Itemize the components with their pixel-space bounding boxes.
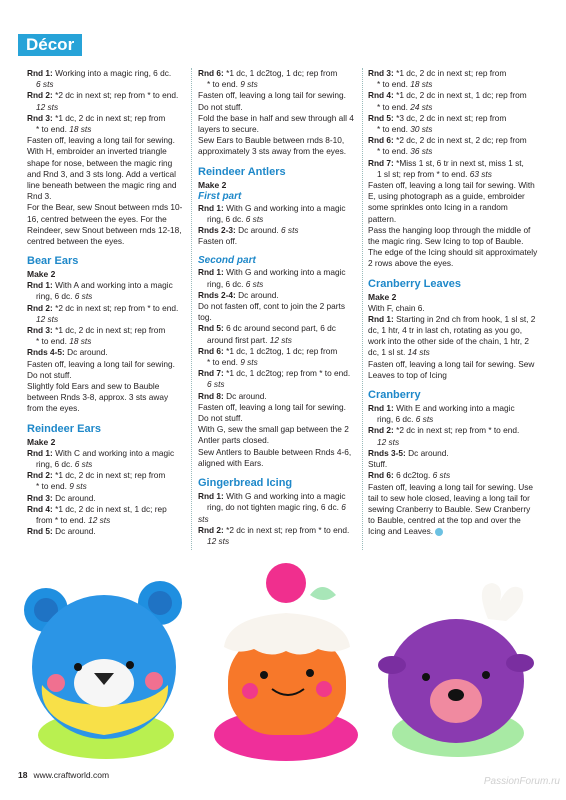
page-number: 18: [18, 770, 28, 780]
reindeer-ears-heading: Reindeer Ears: [27, 422, 101, 435]
round-line: Rnd 2: *2 dc in next st; rep from * to end. 12 sts: [27, 90, 179, 112]
site-link[interactable]: www.craftworld.com: [33, 770, 110, 780]
round-line: Rnd 3: *1 dc, 2 dc in next st; rep from * to end. 18 sts: [27, 325, 166, 347]
column-3: [368, 68, 538, 538]
page-footer: [18, 770, 109, 780]
round-line: Rnd 7: *Miss 1 st, 6 tr in next st, miss 1 st, 1 sl st; rep from * to end. 63 sts: [368, 157, 524, 179]
second-part-heading: Second part: [198, 255, 256, 267]
round-line: Rnd 5: 6 dc around second part, 6 dc around first part. 12 sts: [198, 323, 336, 345]
reindeer-bauble: [378, 583, 534, 757]
instruction-text: Stuff.: [368, 459, 388, 470]
section-tag: Décor: [18, 34, 82, 56]
instruction-text: Sew Ears to Bauble between rnds 8-10, approximately 3 sts away from the eyes.: [198, 135, 347, 157]
round-line: Rnd 4: *1 dc, 2 dc in next st, 1 dc; rep from * to end. 12 sts: [27, 503, 167, 525]
round-line: Rnd 3: *1 dc, 2 dc in next st; rep from * to end. 18 sts: [368, 68, 507, 90]
first-part-heading: First part: [198, 190, 242, 202]
instruction-text: With G, sew the small gap between the 2 Antler parts closed.: [198, 424, 349, 446]
make-count: Make 2: [27, 436, 56, 447]
instruction-text: Fasten off, leaving a long tail for sewing. Use tail to sew hole closed, leaving a long tail for sewing Cranberry to Bauble. Sew Cranberry to Bauble, centred at the top and over the Icing and Leaves.: [368, 481, 533, 537]
instruction-text: Fasten off, leaving a long tail for sewing. With H, embroider an inverted triangle shape for nose, between the magic ring and Rnd 3, and 3 sts long. Add a vertical line beneath between the magic ring and Rnd 3.: [27, 135, 177, 202]
gingerbread-bauble: [214, 563, 358, 761]
watermark: PassionForum.ru: [483, 776, 560, 787]
round-line: Rnd 6: 6 dc2tog. 6 sts: [368, 470, 451, 481]
round-line: Rnd 7: *1 dc, 1 dc2tog; rep from * to end. 6 sts: [198, 368, 351, 390]
instruction-text: Pass the hanging loop through the middle of the magic ring. Sew Icing to top of Bauble. The edge of the Icing should sit approximately 2 rows above the eyes.: [368, 224, 538, 269]
round-line: Rnd 1: With E and working into a magic ring, 6 dc. 6 sts: [368, 403, 515, 425]
column-1: [27, 68, 185, 537]
round-line: Rnds 3-5: Dc around.: [368, 447, 449, 458]
round-line: Rnd 2: *2 dc in next st; rep from * to end. 12 sts: [198, 524, 350, 546]
crochet-baubles-photo: [18, 555, 548, 765]
cranberry-leaves-heading: Cranberry Leaves: [368, 277, 461, 290]
round-line: Rnd 3: *1 dc, 2 dc in next st; rep from * to end. 18 sts: [27, 112, 166, 135]
instruction-text: Fasten off, leaving a long tail for sewing. Sew Leaves to top of Icing: [368, 358, 535, 380]
instruction-text: Slightly fold Ears and sew to Bauble between Rnds 3-8, approx. 3 sts away from the eyes.: [27, 381, 169, 414]
bear-bauble: [24, 581, 182, 759]
round-line: Rnd 5: *3 dc, 2 dc in next st; rep from * to end. 30 sts: [368, 112, 507, 135]
round-line: Rnd 1: With A and working into a magic ring, 6 dc. 6 sts: [27, 280, 173, 302]
round-line: Rnd 4: *1 dc, 2 dc in next st, 1 dc; rep from * to end. 24 sts: [368, 90, 527, 112]
round-line: Rnd 1: Starting in 2nd ch from hook, 1 sl st, 2 dc, 1 htr, 4 tr in last ch, rotating as you go, work into the other side of the chain, 1 htr, 2 dc, 1 sl st. 14 sts: [368, 313, 536, 358]
instruction-text: Fold the base in half and sew through all 4 layers to secure.: [198, 112, 354, 135]
instruction-text: Fasten off, leaving a long tail for sewing. Do not stuff.: [198, 401, 346, 424]
instruction-text: For the Bear, sew Snout between rnds 10-16, centred between the eyes. For the Reindeer, sew Snout between rnds 12-18, centred between the eyes.: [27, 202, 183, 247]
round-line: Rnd 5: Dc around.: [27, 526, 96, 537]
instruction-text: Do not fasten off, cont to join the 2 parts tog.: [198, 301, 345, 323]
end-bullet-icon: [435, 528, 443, 536]
column-divider: [191, 68, 192, 550]
round-line: Rnd 3: Dc around.: [27, 492, 96, 503]
instruction-text: Sew Antlers to Bauble between Rnds 4-6, aligned with Ears.: [198, 446, 352, 468]
bear-ears-heading: Bear Ears: [27, 255, 79, 268]
round-line: Rnds 2-4: Dc around.: [198, 289, 279, 300]
round-line: Rnd 2: *2 dc in next st; rep from * to end. 12 sts: [368, 425, 520, 447]
make-count: Make 2: [198, 179, 227, 190]
instruction-text: With F, chain 6.: [368, 302, 425, 313]
instruction-text: Fasten off, leaving a long tail for sewing. Do not stuff.: [27, 358, 175, 380]
instruction-text: Fasten off, leaving a long tail for sewing. With E, using photograph as a guide, embroider some sprinkles onto Icing in a random pattern.: [368, 180, 535, 224]
round-line: Rnd 2: *1 dc, 2 dc in next st; rep from * to end. 9 sts: [27, 470, 166, 492]
round-line: Rnd 8: Dc around.: [198, 390, 267, 401]
round-line: Rnd 1: With G and working into a magic ring, 6 dc. 6 sts: [198, 267, 346, 289]
round-line: Rnd 1: With G and working into a magic ring, 6 dc. 6 sts: [198, 202, 346, 224]
round-line: Rnd 6: *2 dc, 2 dc in next st, 2 dc; rep from * to end. 36 sts: [368, 135, 527, 157]
column-divider: [362, 68, 363, 550]
round-line: Rnd 1: With C and working into a magic ring, 6 dc. 6 sts: [27, 447, 175, 469]
round-line: Rnds 2-3: Dc around. 6 sts: [198, 225, 299, 236]
instruction-text: Fasten off, leaving a long tail for sewing. Do not stuff.: [198, 90, 346, 112]
round-line: Rnds 4-5: Dc around.: [27, 347, 108, 358]
make-count: Make 2: [27, 269, 56, 280]
reindeer-antlers-heading: Reindeer Antlers: [198, 165, 286, 178]
round-line: Rnd 1: Working into a magic ring, 6 dc. 6 sts: [27, 68, 172, 90]
make-count: Make 2: [368, 291, 397, 302]
round-line: Rnd 6: *1 dc, 1 dc2tog, 1 dc; rep from * to end. 9 sts: [198, 345, 338, 368]
cranberry-heading: Cranberry: [368, 389, 421, 402]
column-2: [198, 68, 358, 547]
round-line: Rnd 6: *1 dc, 1 dc2tog, 1 dc; rep from * to end. 9 sts: [198, 68, 338, 90]
round-line: Rnd 2: *2 dc in next st; rep from * to end. 12 sts: [27, 302, 179, 324]
round-line: Rnd 1: With G and working into a magic ring, do not tighten magic ring, 6 dc. 6 sts: [198, 491, 346, 524]
gingerbread-icing-heading: Gingerbread Icing: [198, 477, 293, 490]
instruction-text: Fasten off.: [198, 236, 238, 247]
